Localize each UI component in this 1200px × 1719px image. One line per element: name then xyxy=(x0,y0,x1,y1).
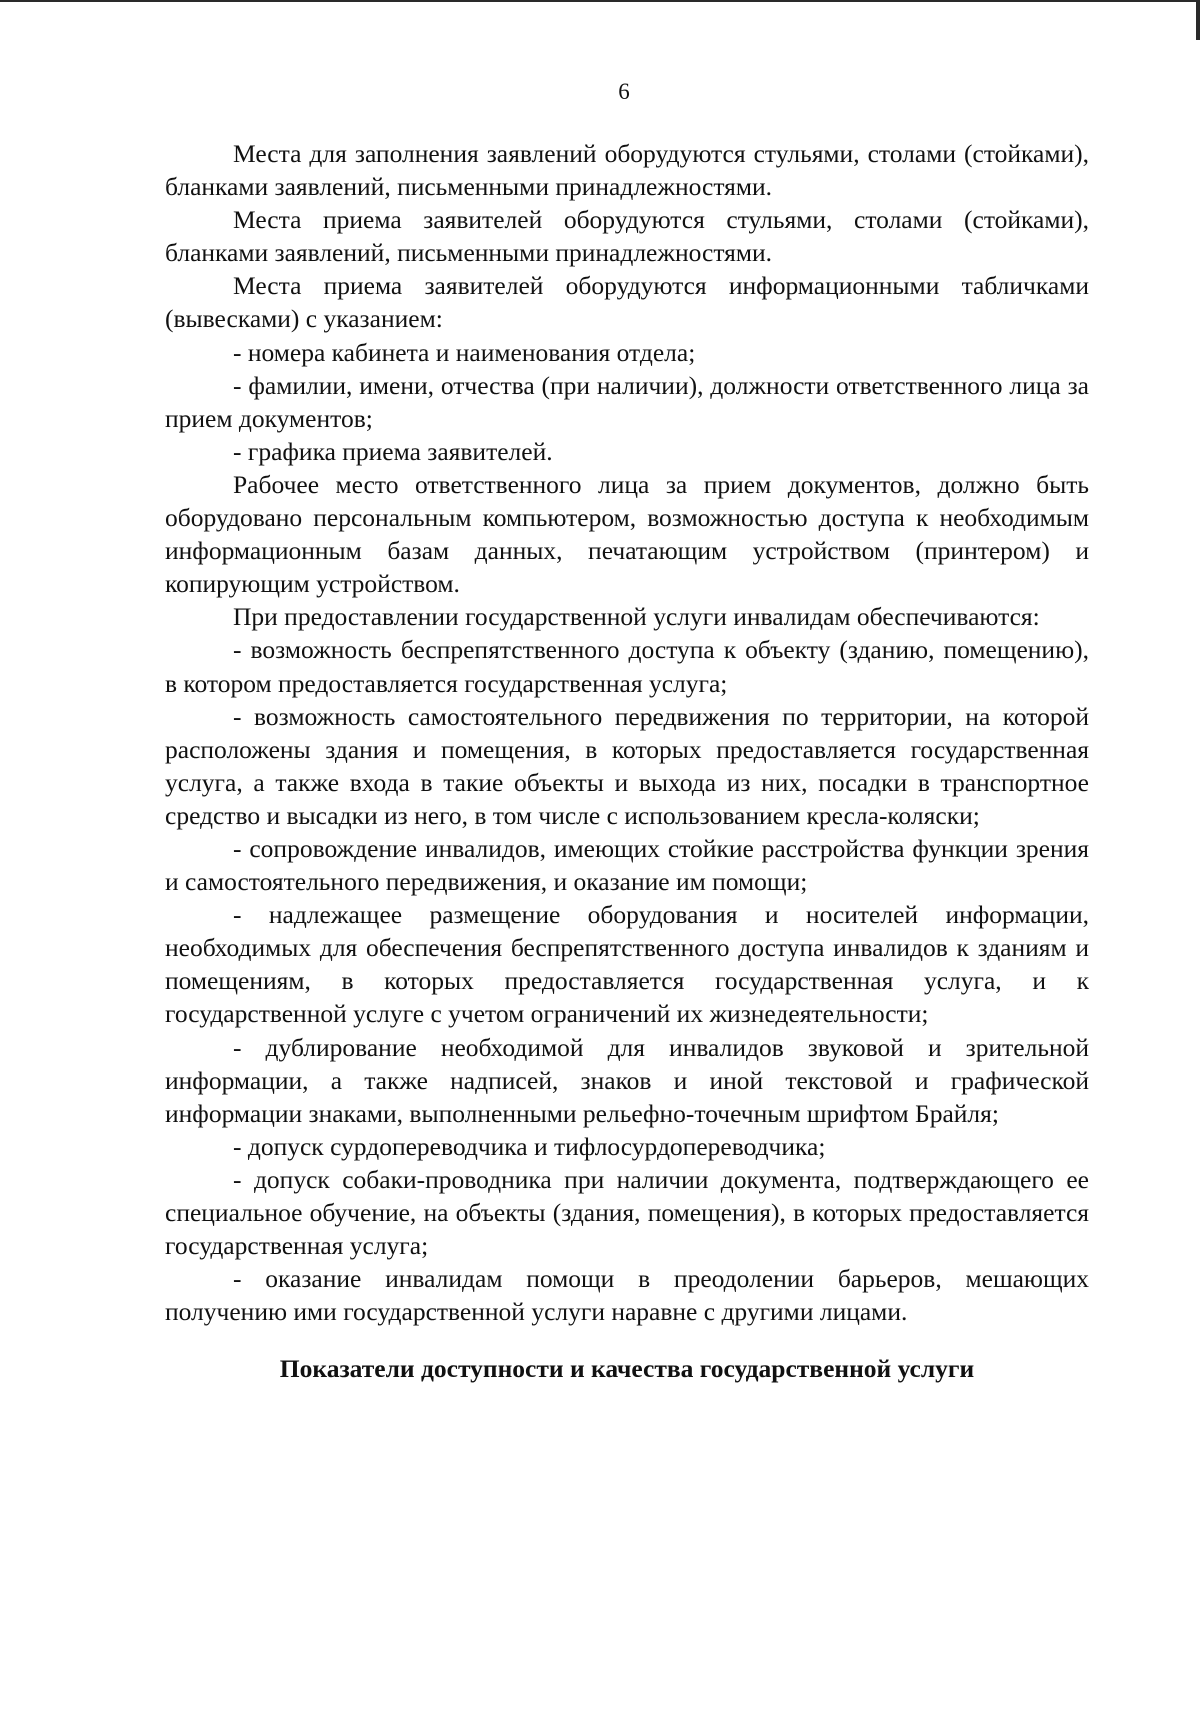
paragraph-workplace: Рабочее место ответственного лица за прием документов, должно быть оборудовано персональным компьютером, возможностью доступа к необходимым информационным базам данных, печатающим устройством (принтером) и копирующим устройством. xyxy=(165,469,1089,599)
list-item-responsible-person: - фамилии, имени, отчества (при наличии), должности ответственного лица за прием документов; xyxy=(165,370,1089,433)
list-item-independent-movement: - возможность самостоятельного передвижения по территории, на которой расположены здания и помещения, в которых предоставляется государственная услуга, а также входа в такие объекты и выхода из них, посадки в транспортное средство и высадки из него, в том числе с использованием кресла-коляски; xyxy=(165,701,1089,830)
list-item-equipment-placement: - надлежащее размещение оборудования и носителей информации, необходимых для обеспечения беспрепятственного доступа инвалидов к зданиям и помещениям, в которых предоставляется государственная услуга, и к государственной услуге с учетом ограничений их жизнедеятельности; xyxy=(165,900,1089,1029)
list-item-sign-interpreter: - допуск сурдопереводчика и тифлосурдопереводчика; xyxy=(233,1131,826,1161)
list-item-office-number: - номера кабинета и наименования отдела; xyxy=(233,337,696,367)
paragraph-reception-places-furniture: Места приема заявителей оборудуются стульями, столами (стойками), бланками заявлений, письменными принадлежностями. xyxy=(165,205,1089,268)
list-item-information-duplication: - дублирование необходимой для инвалидов звуковой и зрительной информации, а также надписей, знаков и иной текстовой и графической информации знаками, выполненными рельефно-точечным шрифтом Брайля; xyxy=(165,1032,1089,1128)
section-heading: Показатели доступности и качества государственной услуги xyxy=(279,1354,975,1384)
document-body xyxy=(165,137,1089,1385)
scan-right-edge xyxy=(1196,0,1200,40)
paragraph-application-places: Места для заполнения заявлений оборудуются стульями, столами (стойками), бланками заявлений, письменными принадлежностями. xyxy=(165,139,1089,202)
paragraph-disabled-provisions: При предоставлении государственной услуги инвалидам обеспечиваются: xyxy=(233,602,1040,632)
list-item-guide-dog: - допуск собаки-проводника при наличии документа, подтверждающего ее специальное обучение, на объекты (здания, помещения), в которых предоставляется государственная услуга; xyxy=(165,1164,1089,1261)
page-number: 6 xyxy=(618,79,630,104)
list-item-escort: - сопровождение инвалидов, имеющих стойкие расстройства функции зрения и самостоятельного передвижения, и оказание им помощи; xyxy=(165,833,1089,897)
scan-top-edge xyxy=(0,0,1200,2)
list-item-barrier-assistance: - оказание инвалидам помощи в преодолении барьеров, мешающих получению ими государственной услуги наравне с другими лицами. xyxy=(165,1264,1089,1327)
paragraph-reception-places-signs: Места приема заявителей оборудуются информационными табличками (вывесками) с указанием: xyxy=(165,271,1089,334)
list-item-unobstructed-access: - возможность беспрепятственного доступа к объекту (зданию, помещению), в котором предоставляется государственная услуга; xyxy=(165,635,1089,698)
list-item-reception-schedule: - графика приема заявителей. xyxy=(233,436,553,466)
